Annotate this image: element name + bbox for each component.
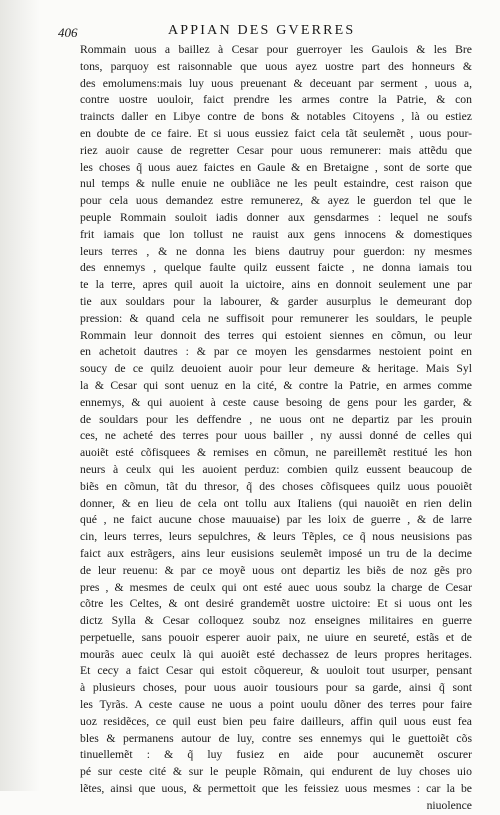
text-line: pression: & quand cela ne suffisoit pour remunerer les souldars, le peuple	[80, 311, 472, 325]
text-line: pres , & mesmes de ceulx qui ont esté auec uous soubz la charge de Cesar	[80, 580, 472, 594]
text-line: auoiẽt esté cõfisquees & remises en cõmun, ne pareillemẽt restitué les hon	[80, 446, 472, 460]
text-line: tie aux souldars pour la labourer, & garder ausurplus le demeurant dop	[80, 294, 472, 308]
text-line: neurs à ceulx qui les auoient perduz: combien quilz eussent beaucoup de	[80, 462, 472, 476]
text-line: nul temps & nulle enuie ne oubliãce ne les peult estaindre, cest raison que	[80, 177, 472, 191]
text-line: Rommain uous a baillez à Cesar pour guerroyer les Gaulois & les Bre	[80, 43, 472, 56]
text-line: la & Cesar qui sont uenuz en la cité, & contre la Patrie, en armes comme	[80, 378, 472, 392]
binding-shadow	[0, 0, 40, 791]
text-line: te la terre, apres quil auoit la uictoire, ains en donnoit seulement une par	[80, 278, 472, 292]
text-line: niuolence	[426, 798, 472, 812]
text-line: faict aux estrãgers, ains leur eusisions seulemẽt imposé un tru de la decime	[80, 546, 472, 560]
text-line: riez auoir cause de regretter Cesar pour uous remunerer: mais attẽdu que	[80, 143, 472, 157]
text-line: à plusieurs choses, pour uous auoir tousiours pour sa garde, ainsi q̃ sont	[80, 681, 472, 695]
text-line: soucy de ce quilz deuoient auoir pour leur demeure & heritage. Mais Syl	[80, 362, 472, 376]
text-line: lẽtes, ainsi que uous, & permettoit que les feissiez uous mesmes : car la be	[80, 782, 472, 796]
text-line: dictz Sylla & Cesar colloquez soubz noz enseignes militaires en guerre	[80, 614, 472, 628]
text-line: pé sur ceste cité & sur le peuple Rõmain, qui endurent de luy choses uio	[80, 765, 472, 779]
text-line: mourãs auec ceulx là qui auoiẽt esté dechassez de leurs propres heritages.	[80, 647, 472, 661]
text-line: contre uostre uouloir, faict prendre les armes contre la Patrie, & con	[80, 93, 472, 107]
body-text	[80, 42, 472, 815]
text-line: donner, & en lieu de cela ont tollu aux Italiens (qui nauoiẽt en rien delin	[80, 496, 472, 510]
text-line: traincts daller en Libye contre de bons & notables Citoyens , là ou estiez	[80, 110, 472, 124]
text-line: peuple Rommain souloit iadis donner aux gensdarmes : lequel ne soufs	[80, 210, 472, 224]
text-line: des ennemys , quelque faulte quilz eussent faicte , ne donna iamais tou	[80, 261, 472, 275]
text-line: biẽs en cõmun, tãt du thresor, q̃ des choses cõfisquees quilz uous pouoiẽt	[80, 479, 472, 493]
text-line: tons, parquoy est raisonnable que uous ayez uostre part des honneurs &	[80, 59, 472, 73]
text-line: en achetoit dautres : & par ce moyen les gensdarmes nestoient point en	[80, 345, 472, 359]
text-line: les Tyrãs. A ceste cause ne uous a point uoulu dõner des terres pour faire	[80, 698, 472, 712]
text-line: leurs terres , & ne donna les biens dautruy pour guerdon: ny mesmes	[80, 244, 472, 258]
text-line: frit iamais que lon tollust ne rauist aux gens innocens & domestiques	[80, 227, 472, 241]
text-line: perpetuelle, sans pouoir esperer auoir paix, ne uiure en seureté, estãs et de	[80, 630, 472, 644]
text-line: Rommain leur donnoit des terres qui estoient siennes en cõmun, ou leur	[80, 328, 472, 342]
text-line: qué , ne faict aucune chose mauuaise) par les loix de guerre , & de larre	[80, 513, 472, 527]
text-line: en doubte de ce faire. Et si uous eussiez faict cela tãt seulemẽt , uous pour-	[80, 126, 472, 140]
text-line: ces, ne acheté des terres pour uous bailler , ny aussi donné de celles qui	[80, 429, 472, 443]
text-line: pour cela uous demandez estre remunerez, & ayez le guerdon tel que le	[80, 194, 472, 208]
text-line: bles & permanens autour de luy, contre ses ennemys qui le guettoiẽt cõs	[80, 731, 472, 745]
text-line: de leur reuenu: & par ce moyẽ uous ont departiz les biẽs de noz gẽs pro	[80, 563, 472, 577]
text-line: des emolumens:mais luy uous preuenant & deceuant par serment , uous a,	[80, 76, 472, 90]
text-line: uoz residẽces, ce quil eust bien peu faire dailleurs, affin quil uous eust fea	[80, 714, 472, 728]
text-line: cõtre les Celtes, & ont desiré grandemẽt uostre uictoire: Et si uous ont les	[80, 597, 472, 611]
text-line: les choses q̃ uous auez faictes en Gaule & en Bretaigne , sont de sorte que	[80, 160, 472, 174]
text-line: ennemys, & qui auoient à ceste cause besoing de gens pour les garder, &	[80, 395, 472, 409]
text-line: Et cecy a faict Cesar qui estoit cõquereur, & uouloit tout usurper, pensant	[80, 664, 472, 678]
running-title: APPIAN DES GVERRES	[168, 23, 356, 38]
text-line: cin, leurs terres, leurs sepulchres, & leurs Tẽples, ce q̃ nous neusisions pas	[80, 530, 472, 544]
text-line: de souldars pour les deffendre , ne uous ont ne departiz par les prouin	[80, 412, 472, 426]
page-number: 406	[58, 25, 78, 40]
text-line: tinuellemẽt : & q̃ luy fusiez en aide pour aucunemẽt oscurer	[80, 748, 472, 762]
